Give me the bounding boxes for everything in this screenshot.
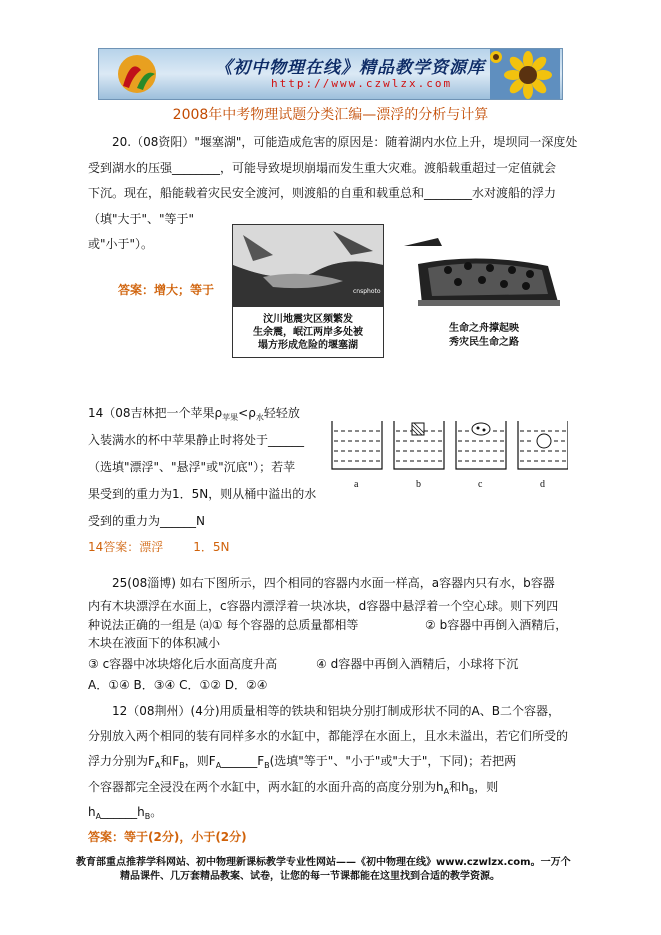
q14-line-1-text: 14（08吉林把一个苹果ρ: [88, 406, 223, 420]
ice-block: [472, 423, 490, 435]
q25-line-2: 内有木块漂浮在水面上，c容器内漂浮着一块冰块，d容器中悬浮着一个空心球。则下列四: [88, 599, 559, 613]
banner-url[interactable]: http://www.czwlzx.com: [271, 77, 453, 90]
q12-seg-4: ______F: [221, 754, 265, 768]
q14-line-5: 受到的重力为______N: [88, 514, 205, 528]
containers-figure: [328, 415, 568, 495]
caption-left-1: 汶川地震灾区频繁发: [263, 314, 353, 325]
q12-seg-6: 个容器都完全浸没在两个水缸中，两水缸的水面升高的高度分别为h: [88, 780, 444, 794]
q25-line-4: ② b容器中再倒入酒精后，: [425, 618, 568, 632]
q14-line-1-rest: <ρ: [238, 406, 256, 420]
wood-block: [412, 423, 424, 435]
q25-line-5: 木块在液面下的体积减小: [88, 636, 221, 650]
caption-right-1: 生命之舟撑起映: [449, 323, 519, 334]
q12-line-4: [88, 779, 498, 800]
q25-line-6: ③ c容器中冰块熔化后水面高度升高: [88, 657, 278, 671]
q14-sub-water: 水: [255, 413, 264, 422]
q12-line-2: 分别放入两个相同的装有同样多水的水缸中，都能浮在水面上，且水未溢出，若它们所受的: [88, 729, 569, 743]
q12-sub-2: B: [179, 761, 185, 770]
q14-answer: [88, 539, 230, 555]
q12-seg-9: h: [88, 805, 96, 819]
page-title: 2008年中考物理试题分类汇编—漂浮的分析与计算: [172, 107, 489, 123]
ferry-photo-image: [398, 224, 570, 312]
q14-answer-value: 1．5N: [193, 540, 230, 554]
footer-line-2: 精品课件、几万套精品教案、试卷，让您的每一节课都能在这里找到合适的教学资源。: [120, 871, 500, 882]
q20-line-5: 或"小于"）。: [88, 237, 154, 251]
photo-watermark: cnsphoto: [353, 288, 381, 295]
q14-line-1-tail: 轻轻放: [263, 406, 300, 420]
q12-seg-10: ______h: [101, 805, 145, 819]
q14-sub-apple: 苹果: [222, 413, 239, 422]
sunflower-icon: [490, 49, 560, 99]
q12-sub-5: A: [443, 787, 450, 796]
q12-seg-11: 。: [150, 805, 163, 819]
q25-line-3: 种说法正确的一组是 ⒜① 每个容器的总质量都相等: [88, 618, 359, 632]
q20-answer: 答案：增大；等于: [118, 283, 215, 297]
label-b: b: [416, 479, 421, 490]
q20-line-4: （填"大于"、"等于": [88, 212, 195, 226]
caption-right-2: 秀灾民生命之路: [449, 337, 519, 348]
caption-left-3: 塌方形成危险的堰塞湖: [258, 340, 358, 351]
q14-line-4: 果受到的重力为1．5N，则从桶中溢出的水: [88, 487, 317, 501]
q14-line-2: 入装满水的杯中苹果静止时将处于______: [88, 433, 305, 447]
q12-seg-5: (选填"等于"、"小于"或"大于"，下同)；若把两: [269, 754, 517, 768]
q25-line-1: 25(08淄博) 如右下图所示，四个相同的容器内水面一样高，a容器内只有水，b容器: [112, 576, 555, 590]
footer-line-1: 教育部重点推荐学科网站、初中物理新课标教学专业性网站——《初中物理在线》www.czwlzx.com。一万个: [76, 857, 571, 868]
label-d: d: [540, 479, 545, 490]
photo-landslide-lake: [232, 224, 384, 358]
site-banner: [98, 48, 563, 100]
q12-sub-8: B: [144, 812, 151, 821]
photo-ferry-boat: [398, 224, 570, 356]
q12-sub-6: B: [468, 787, 475, 796]
q12-line-5: [88, 804, 162, 825]
banner-title: 《初中物理在线》精品教学资源库: [215, 58, 485, 78]
label-c: c: [478, 479, 483, 490]
q12-seg-2: 和F: [160, 754, 180, 768]
label-a: a: [354, 479, 359, 490]
q20-line-2: 受到湖水的压强________，可能导致堤坝崩塌而发生重大灾难。渡船载重超过一定值就会: [88, 161, 557, 175]
q12-line-3: [88, 753, 516, 774]
q14-line-3: （选填"漂浮"、"悬浮"或"沉底"）；若苹: [88, 460, 296, 474]
caption-left-2: 生余震，岷江两岸多处被: [253, 327, 363, 338]
page-footer: [76, 856, 596, 884]
site-logo: [107, 52, 167, 96]
q20-line-1: 20.（08资阳）"堰塞湖"，可能造成危害的原因是：随着湖内水位上升，堤坝同一深度处: [112, 135, 578, 149]
landslide-photo-image: [233, 225, 383, 307]
q25-line-7: ④ d容器中再倒入酒精后，小球将下沉: [316, 657, 519, 671]
q25-options: A．①④ B．③④ C．①② D．②④: [88, 678, 268, 692]
q12-seg-7: 和h: [449, 780, 469, 794]
q12-answer: 答案：等于(2分)，小于(2分): [88, 830, 247, 844]
q12-sub-1: A: [154, 761, 161, 770]
hollow-ball: [537, 434, 551, 448]
q12-line-1: 12（08荆州）(4分)用质量相等的铁块和铝块分别打制成形状不同的A、B二个容器，: [112, 704, 560, 718]
q12-sub-4: B: [264, 761, 270, 770]
container-a: [332, 421, 382, 469]
q14-line-1: [88, 405, 300, 426]
q12-sub-7: A: [95, 812, 102, 821]
q20-line-3: 下沉。现在，船能载着灾民安全渡河，则渡船的自重和载重总和________水对渡船的浮力: [88, 186, 557, 200]
q12-seg-3: ，则F: [184, 754, 216, 768]
q12-sub-3: A: [215, 761, 222, 770]
q12-seg-1: 浮力分别为F: [88, 754, 155, 768]
q14-answer-label: 14答案：漂浮: [88, 540, 164, 554]
q12-seg-8: ，则: [474, 780, 499, 794]
